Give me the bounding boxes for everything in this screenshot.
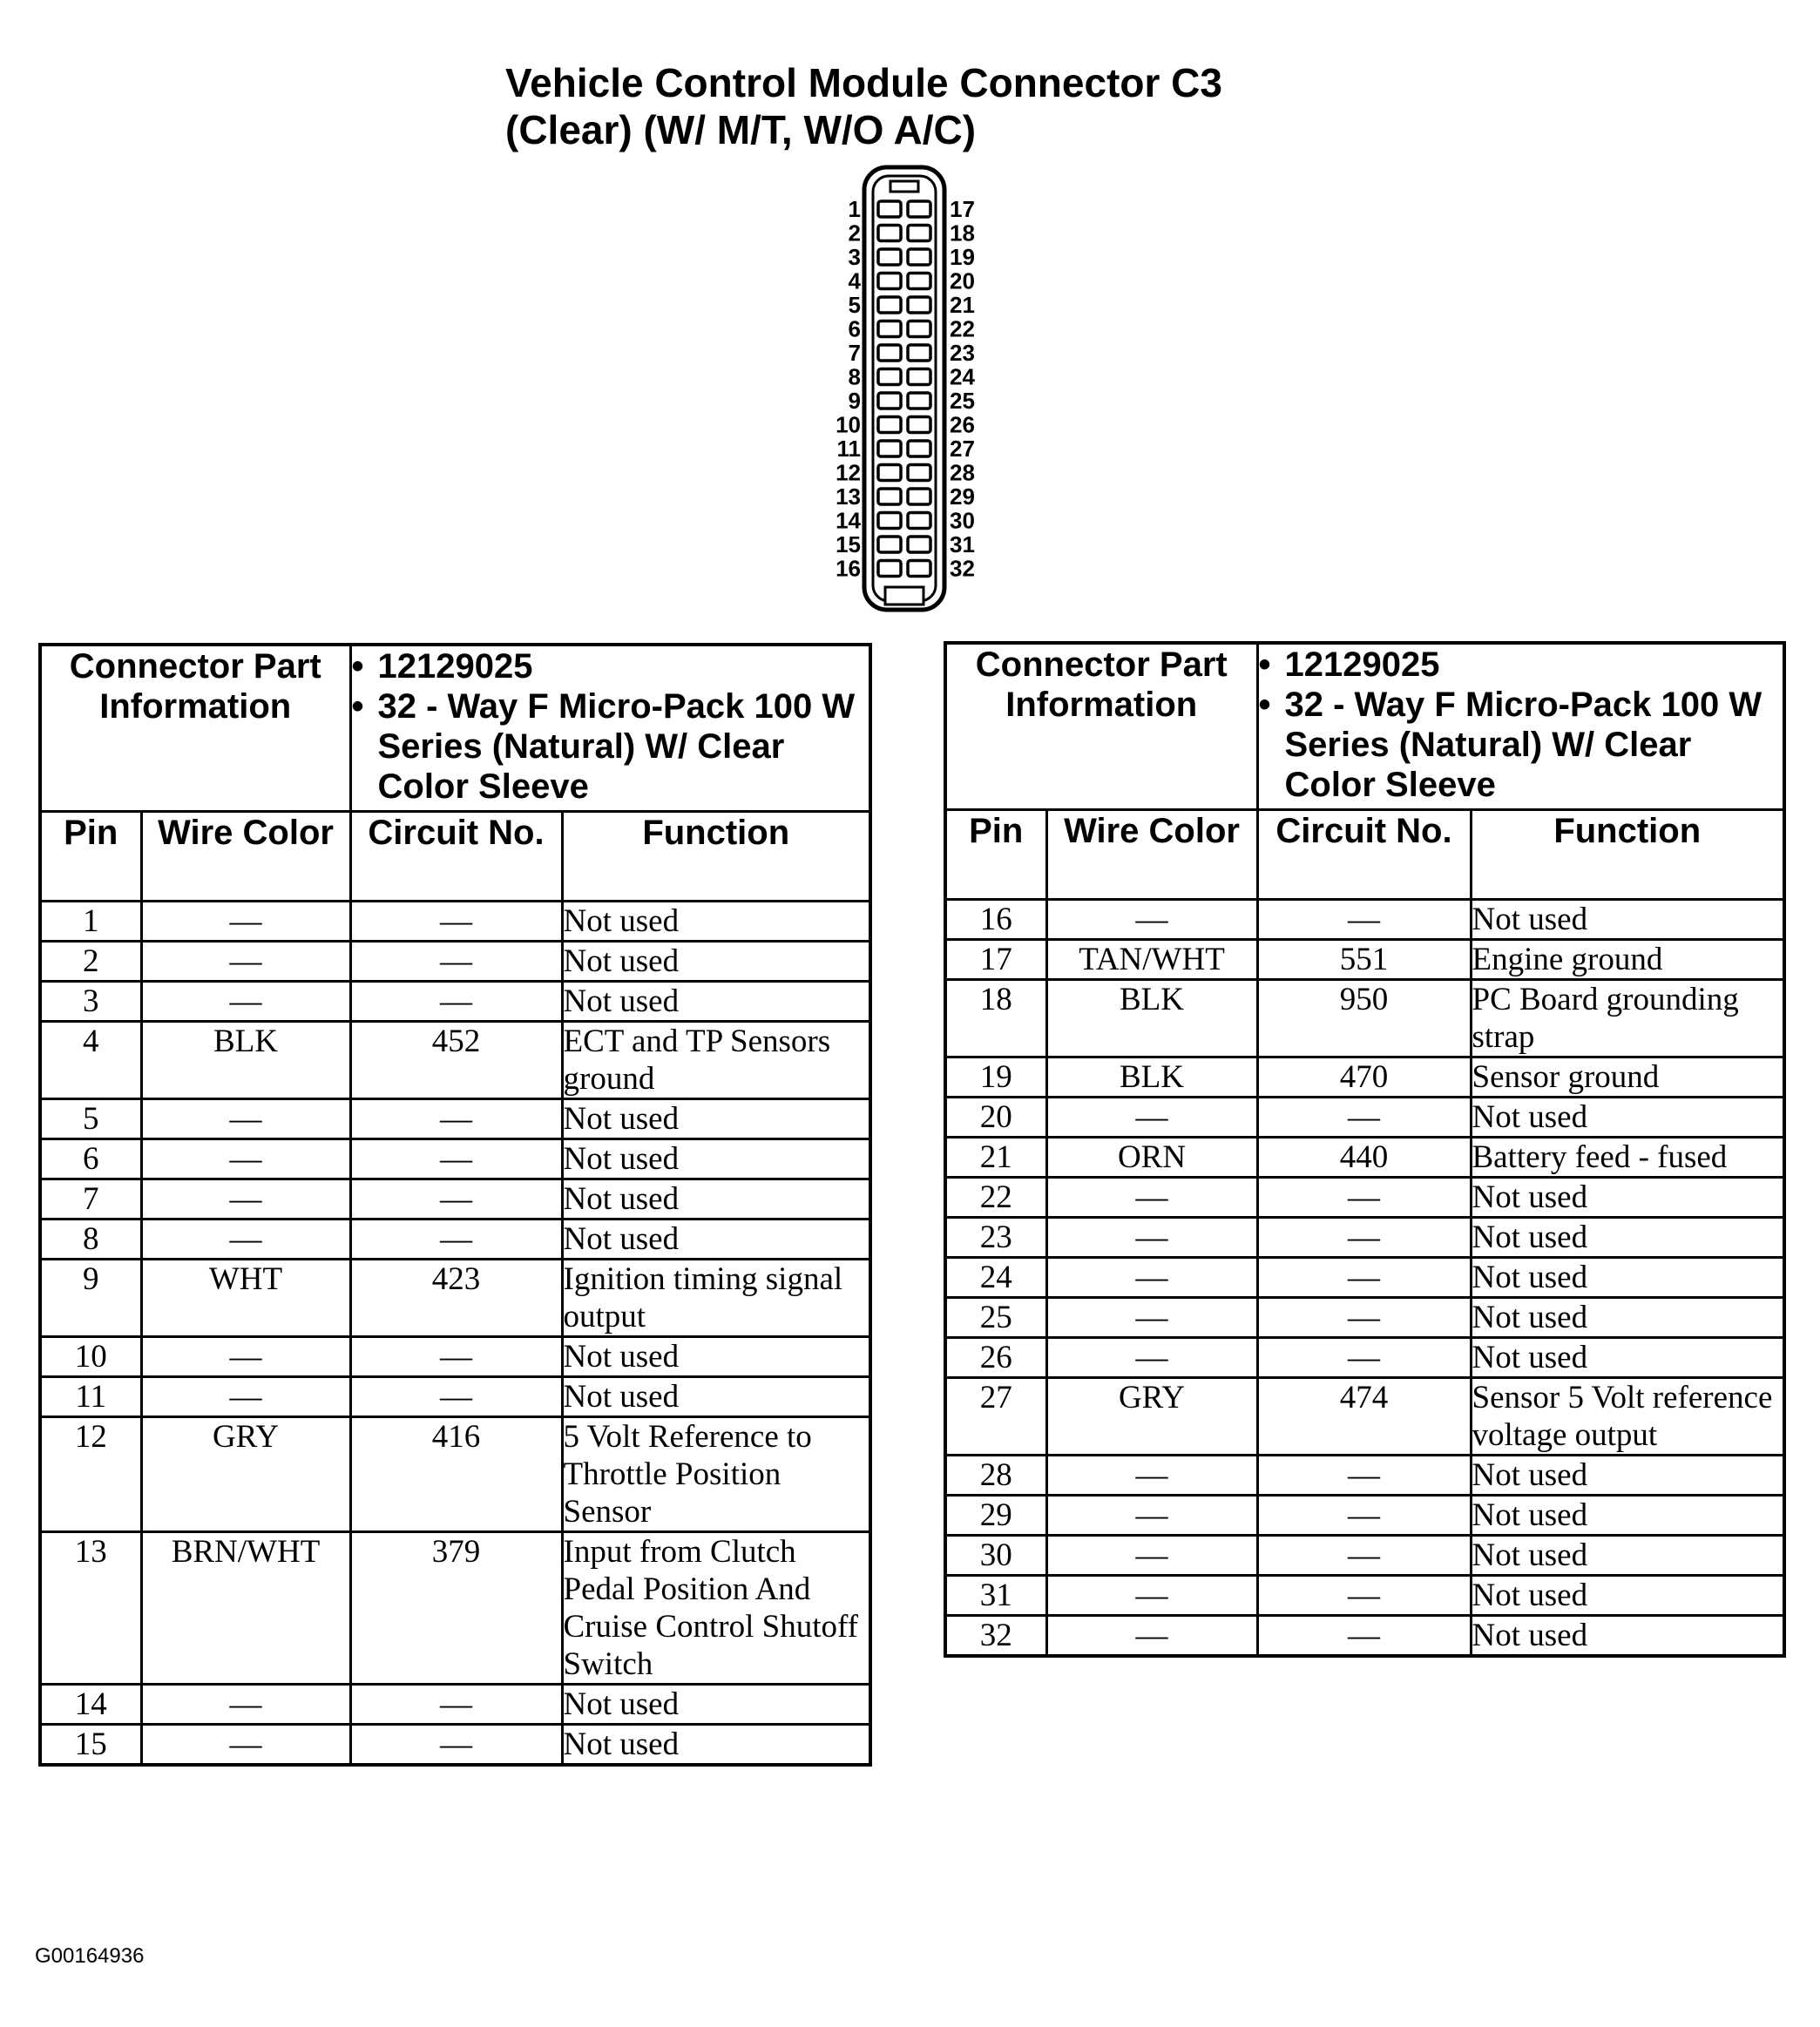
pinout-table-right — [944, 641, 1786, 1658]
cavity-left — [878, 321, 901, 337]
cavity-left — [878, 297, 901, 313]
cavity-left — [878, 489, 901, 504]
wire-color-cell: — — [141, 1685, 350, 1725]
table-row — [945, 1258, 1784, 1298]
pin-cell: 10 — [40, 1337, 141, 1377]
function-cell: Not used — [562, 902, 870, 942]
header-circuit-no: Circuit No. — [1257, 810, 1471, 900]
pinout-table-left — [38, 643, 872, 1767]
function-cell: Not used — [1471, 1298, 1784, 1338]
table-row — [945, 1098, 1784, 1138]
circuit-no-cell: — — [350, 982, 562, 1022]
pin-cell: 28 — [945, 1456, 1046, 1496]
table-row — [40, 1139, 870, 1179]
circuit-no-cell: — — [1257, 1338, 1471, 1378]
circuit-no-cell: — — [350, 1139, 562, 1179]
cavity-right — [908, 345, 930, 361]
pin-cell: 8 — [40, 1220, 141, 1260]
part-description-line: • 32 - Way F Micro-Pack 100 W Series (Natural) W/ Clear Color Sleeve — [352, 686, 869, 807]
pin-cell: 30 — [945, 1536, 1046, 1576]
pin-label: 17 — [950, 196, 975, 222]
pin-label: 23 — [950, 340, 975, 366]
part-info-value — [350, 645, 870, 812]
wire-color-cell: BLK — [1046, 1057, 1257, 1098]
circuit-no-cell: 950 — [1257, 980, 1471, 1057]
function-cell: Not used — [562, 1179, 870, 1220]
wire-color-cell: BRN/WHT — [141, 1532, 350, 1685]
cavity-right — [908, 537, 930, 552]
header-circuit-no: Circuit No. — [350, 812, 562, 902]
pin-cell: 32 — [945, 1616, 1046, 1657]
function-cell: Not used — [562, 1139, 870, 1179]
pinout-rows-right — [945, 900, 1784, 1657]
cavity-right — [908, 297, 930, 313]
table-row — [40, 1685, 870, 1725]
pin-label: 30 — [950, 507, 975, 534]
cavity-right — [908, 226, 930, 241]
function-cell: Not used — [1471, 1338, 1784, 1378]
function-cell: Not used — [1471, 1576, 1784, 1616]
pin-label: 13 — [836, 483, 861, 510]
part-description: 32 - Way F Micro-Pack 100 W Series (Natural) W/ Clear Color Sleeve — [377, 687, 856, 806]
wire-color-cell: — — [1046, 1338, 1257, 1378]
cavity-right — [908, 321, 930, 337]
function-cell: PC Board grounding strap — [1471, 980, 1784, 1057]
wire-color-cell: — — [1046, 1496, 1257, 1536]
table-row — [40, 982, 870, 1022]
table-row — [40, 1532, 870, 1685]
table-row — [945, 1057, 1784, 1098]
pin-cell: 25 — [945, 1298, 1046, 1338]
pinout-rows-left — [40, 902, 870, 1766]
pin-cell: 7 — [40, 1179, 141, 1220]
pin-cell: 6 — [40, 1139, 141, 1179]
wire-color-cell: — — [141, 902, 350, 942]
housing-outline — [864, 167, 944, 610]
wire-color-cell: — — [1046, 1536, 1257, 1576]
cavity-left — [878, 513, 901, 529]
pin-cell: 22 — [945, 1178, 1046, 1218]
circuit-no-cell: — — [350, 942, 562, 982]
table-row — [40, 1220, 870, 1260]
function-cell: Battery feed - fused — [1471, 1138, 1784, 1178]
pin-cell: 24 — [945, 1258, 1046, 1298]
pin-cell: 21 — [945, 1138, 1046, 1178]
pin-cell: 2 — [40, 942, 141, 982]
wire-color-cell: — — [1046, 1298, 1257, 1338]
pin-cell: 18 — [945, 980, 1046, 1057]
pin-label: 4 — [848, 267, 861, 294]
cavity-left — [878, 369, 901, 385]
circuit-no-cell: — — [1257, 1298, 1471, 1338]
circuit-no-cell: 474 — [1257, 1378, 1471, 1456]
cavity-right — [908, 465, 930, 481]
table-row — [40, 1337, 870, 1377]
cavity-left — [878, 417, 901, 433]
pin-label: 25 — [950, 388, 975, 414]
pin-cell: 27 — [945, 1378, 1046, 1456]
pin-label: 31 — [950, 531, 975, 557]
wire-color-cell: BLK — [1046, 980, 1257, 1057]
circuit-no-cell: — — [350, 1685, 562, 1725]
function-cell: Sensor ground — [1471, 1057, 1784, 1098]
table-row — [40, 1260, 870, 1337]
wire-color-cell: TAN/WHT — [1046, 940, 1257, 980]
function-cell: Not used — [1471, 1456, 1784, 1496]
cavity-right — [908, 393, 930, 409]
function-cell: Not used — [562, 1220, 870, 1260]
circuit-no-cell: 452 — [350, 1022, 562, 1099]
table-row — [945, 1576, 1784, 1616]
table-row — [945, 1338, 1784, 1378]
wire-color-cell: — — [1046, 1258, 1257, 1298]
wire-color-cell: — — [141, 1725, 350, 1766]
table-row — [945, 1536, 1784, 1576]
pin-label: 26 — [950, 411, 975, 438]
pin-label: 20 — [950, 267, 975, 294]
circuit-no-cell: 416 — [350, 1417, 562, 1532]
pin-label: 3 — [848, 244, 861, 270]
function-cell: Not used — [1471, 1496, 1784, 1536]
circuit-no-cell: 379 — [350, 1532, 562, 1685]
circuit-no-cell: — — [1257, 1456, 1471, 1496]
function-cell: ECT and TP Sensors ground — [562, 1022, 870, 1099]
function-cell: Not used — [562, 1337, 870, 1377]
pin-label: 11 — [836, 436, 861, 462]
pin-cell: 31 — [945, 1576, 1046, 1616]
header-row — [945, 810, 1784, 900]
circuit-no-cell: 551 — [1257, 940, 1471, 980]
pin-label: 29 — [950, 483, 975, 510]
function-cell: Not used — [1471, 1616, 1784, 1657]
pin-cell: 16 — [945, 900, 1046, 940]
circuit-no-cell: — — [350, 1179, 562, 1220]
function-cell: Sensor 5 Volt reference voltage output — [1471, 1378, 1784, 1456]
header-pin: Pin — [40, 812, 141, 902]
cavity-right — [908, 561, 930, 577]
pin-label: 19 — [950, 244, 975, 270]
function-cell: Not used — [562, 1377, 870, 1417]
title-line-2: (Clear) (W/ M/T, W/O A/C) — [505, 107, 977, 152]
table-row — [40, 1099, 870, 1139]
pin-cell: 29 — [945, 1496, 1046, 1536]
wire-color-cell: — — [141, 982, 350, 1022]
table-row — [945, 1496, 1784, 1536]
circuit-no-cell: — — [1257, 1496, 1471, 1536]
table-row — [945, 940, 1784, 980]
pin-cell: 5 — [40, 1099, 141, 1139]
function-cell: Not used — [1471, 900, 1784, 940]
function-cell: Not used — [1471, 1098, 1784, 1138]
cavity-right — [908, 489, 930, 504]
circuit-no-cell: — — [1257, 900, 1471, 940]
wire-color-cell: WHT — [141, 1260, 350, 1337]
cavity-left — [878, 465, 901, 481]
header-row — [40, 812, 870, 902]
header-function: Function — [1471, 810, 1784, 900]
circuit-no-cell: — — [1257, 1218, 1471, 1258]
wire-color-cell: ORN — [1046, 1138, 1257, 1178]
cavity-right — [908, 249, 930, 265]
header-function: Function — [562, 812, 870, 902]
cavity-left — [878, 561, 901, 577]
table-row — [945, 1616, 1784, 1657]
table-row — [945, 1138, 1784, 1178]
table-row — [40, 942, 870, 982]
pin-cell: 17 — [945, 940, 1046, 980]
cavity-left — [878, 537, 901, 552]
pin-label: 5 — [848, 292, 861, 318]
function-cell: Ignition timing signal output — [562, 1260, 870, 1337]
circuit-no-cell: 440 — [1257, 1138, 1471, 1178]
pin-cell: 9 — [40, 1260, 141, 1337]
part-number: 12129025 — [1284, 645, 1440, 684]
function-cell: Not used — [562, 1725, 870, 1766]
table-row — [945, 1456, 1784, 1496]
function-cell: Not used — [1471, 1536, 1784, 1576]
latch-top — [890, 181, 918, 192]
function-cell: Engine ground — [1471, 940, 1784, 980]
table-row — [945, 900, 1784, 940]
function-cell: Input from Clutch Pedal Position And Cruise Control Shutoff Switch — [562, 1532, 870, 1685]
wire-color-cell: — — [141, 1220, 350, 1260]
cavity-left — [878, 274, 901, 289]
circuit-no-cell: — — [1257, 1576, 1471, 1616]
circuit-no-cell: — — [350, 1220, 562, 1260]
pin-cell: 15 — [40, 1725, 141, 1766]
figure-id: G00164936 — [35, 1944, 145, 1968]
cavity-right — [908, 369, 930, 385]
wire-color-cell: — — [1046, 1218, 1257, 1258]
function-cell: 5 Volt Reference to Throttle Position Sensor — [562, 1417, 870, 1532]
function-cell: Not used — [1471, 1258, 1784, 1298]
table-row — [40, 1179, 870, 1220]
wire-color-cell: — — [141, 1139, 350, 1179]
circuit-no-cell: — — [1257, 1258, 1471, 1298]
pin-cell: 13 — [40, 1532, 141, 1685]
circuit-no-cell: — — [350, 902, 562, 942]
part-info-row — [40, 645, 870, 812]
circuit-no-cell: — — [1257, 1098, 1471, 1138]
latch-bottom — [885, 587, 924, 605]
wire-color-cell: — — [1046, 1616, 1257, 1657]
cavity-right — [908, 441, 930, 456]
circuit-no-cell: — — [1257, 1616, 1471, 1657]
pin-cell: 26 — [945, 1338, 1046, 1378]
pin-cell: 3 — [40, 982, 141, 1022]
circuit-no-cell: — — [1257, 1536, 1471, 1576]
title-line-1: Vehicle Control Module Connector C3 — [505, 60, 1222, 105]
table-row — [40, 1417, 870, 1532]
cavity-left — [878, 201, 901, 217]
function-cell: Not used — [562, 1685, 870, 1725]
cavity-right — [908, 417, 930, 433]
wire-color-cell: — — [1046, 1178, 1257, 1218]
pin-label: 32 — [950, 555, 975, 582]
function-cell: Not used — [562, 942, 870, 982]
pin-label: 21 — [950, 292, 975, 318]
wire-color-cell: — — [1046, 900, 1257, 940]
cavity-right — [908, 513, 930, 529]
connector-c3-diagram — [819, 164, 1011, 625]
wire-color-cell: — — [1046, 1576, 1257, 1616]
part-info-row — [945, 643, 1784, 810]
pin-label: 2 — [848, 220, 861, 247]
cavity-left — [878, 249, 901, 265]
header-pin: Pin — [945, 810, 1046, 900]
circuit-no-cell: 470 — [1257, 1057, 1471, 1098]
wire-color-cell: — — [141, 1337, 350, 1377]
table-row — [40, 902, 870, 942]
wire-color-cell: — — [1046, 1098, 1257, 1138]
pin-cell: 19 — [945, 1057, 1046, 1098]
circuit-no-cell: — — [350, 1725, 562, 1766]
pin-label: 16 — [836, 555, 861, 582]
wire-color-cell: — — [141, 1377, 350, 1417]
wire-color-cell: GRY — [141, 1417, 350, 1532]
pin-cell: 1 — [40, 902, 141, 942]
wire-color-cell: — — [141, 1099, 350, 1139]
connector-housing — [864, 167, 944, 610]
part-description: 32 - Way F Micro-Pack 100 W Series (Natural) W/ Clear Color Sleeve — [1284, 686, 1762, 804]
pin-label: 12 — [836, 459, 861, 486]
pin-cell: 12 — [40, 1417, 141, 1532]
table-row — [945, 1298, 1784, 1338]
function-cell: Not used — [562, 982, 870, 1022]
pin-label: 6 — [848, 315, 861, 342]
cavity-left — [878, 441, 901, 456]
connector-right-pin-labels — [950, 196, 975, 582]
page-title — [505, 59, 1222, 153]
wire-color-cell: — — [141, 942, 350, 982]
table-row — [945, 1378, 1784, 1456]
circuit-no-cell: — — [350, 1337, 562, 1377]
header-wire-color: Wire Color — [141, 812, 350, 902]
part-number-line: • 12129025 — [1258, 645, 1440, 684]
pin-label: 28 — [950, 459, 975, 486]
pin-label: 10 — [836, 411, 861, 438]
function-cell: Not used — [562, 1099, 870, 1139]
pin-cell: 4 — [40, 1022, 141, 1099]
wire-color-cell: GRY — [1046, 1378, 1257, 1456]
table-row — [40, 1725, 870, 1766]
cavity-right — [908, 201, 930, 217]
pin-label: 15 — [836, 531, 861, 557]
part-info-value — [1257, 643, 1784, 810]
pin-label: 8 — [848, 363, 861, 390]
cavity-left — [878, 393, 901, 409]
part-info-label: Connector Part Information — [945, 643, 1257, 810]
pin-label: 24 — [950, 363, 975, 390]
cavity-right — [908, 274, 930, 289]
part-info-label: Connector Part Information — [40, 645, 350, 812]
pin-label: 1 — [848, 196, 861, 222]
table-row — [40, 1377, 870, 1417]
pin-label: 14 — [836, 507, 861, 534]
wire-color-cell: BLK — [141, 1022, 350, 1099]
connector-left-pin-labels — [836, 196, 861, 582]
part-number-line: • 12129025 — [351, 647, 533, 686]
part-number: 12129025 — [377, 647, 533, 686]
header-wire-color: Wire Color — [1046, 810, 1257, 900]
pin-cell: 14 — [40, 1685, 141, 1725]
circuit-no-cell: — — [350, 1099, 562, 1139]
pin-label: 18 — [950, 220, 975, 247]
pin-cell: 20 — [945, 1098, 1046, 1138]
circuit-no-cell: 423 — [350, 1260, 562, 1337]
function-cell: Not used — [1471, 1178, 1784, 1218]
table-row — [40, 1022, 870, 1099]
pin-cell: 11 — [40, 1377, 141, 1417]
pin-cell: 23 — [945, 1218, 1046, 1258]
circuit-no-cell: — — [1257, 1178, 1471, 1218]
part-description-line: • 32 - Way F Micro-Pack 100 W Series (Natural) W/ Clear Color Sleeve — [1259, 685, 1783, 805]
pin-label: 22 — [950, 315, 975, 342]
wire-color-cell: — — [1046, 1456, 1257, 1496]
pin-label: 7 — [848, 340, 861, 366]
function-cell: Not used — [1471, 1218, 1784, 1258]
pin-label: 27 — [950, 436, 975, 462]
circuit-no-cell: — — [350, 1377, 562, 1417]
wire-color-cell: — — [141, 1179, 350, 1220]
cavity-left — [878, 345, 901, 361]
table-row — [945, 1178, 1784, 1218]
table-row — [945, 1218, 1784, 1258]
cavity-left — [878, 226, 901, 241]
pin-label: 9 — [848, 388, 861, 414]
table-row — [945, 980, 1784, 1057]
